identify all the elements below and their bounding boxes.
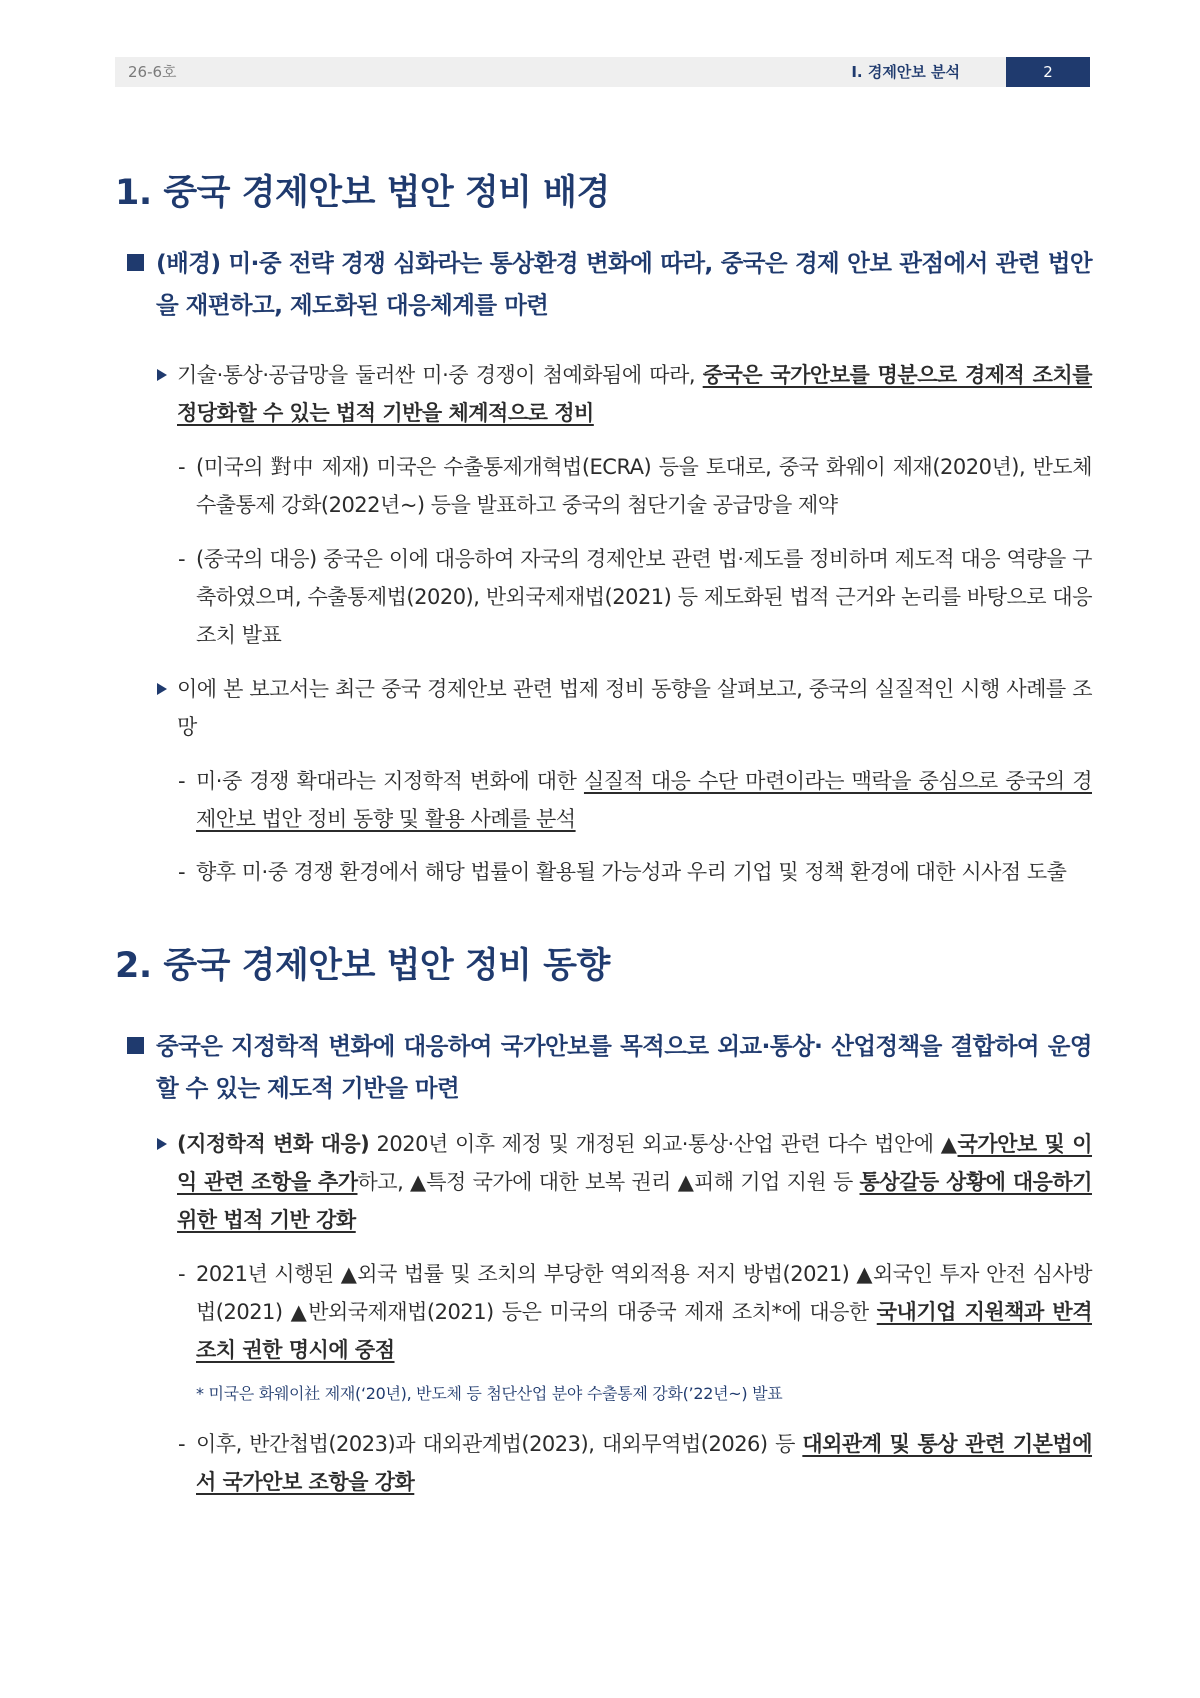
dash-marker: -	[178, 547, 186, 571]
bullet-text: 중국은 지정학적 변화에 대응하여 국가안보를 목적으로 외교·통상· 산업정책을 결합하여 운영할 수 있는 제도적 기반을 마련	[156, 1032, 1092, 1102]
triangle-bullet-icon	[157, 683, 167, 695]
arrow-highlight-2: 통상갈등 상황에 대응하기 위한 법적 기반 강화	[177, 1170, 1092, 1232]
dash-marker: -	[178, 1432, 186, 1456]
arrow-text: 기술·통상·공급망을 둘러싼 미·중 경쟁이 첨예화됨에 따라,	[177, 363, 703, 387]
dash-highlight: 대외관계 및 통상 관련 기본법에서 국가안보 조항을 강화	[196, 1432, 1092, 1494]
section-2-title: 2. 중국 경제안보 법안 정비 동향	[115, 946, 610, 986]
dash-marker: -	[178, 860, 186, 884]
square-bullet-icon	[127, 254, 144, 271]
arrow-text: 이에 본 보고서는 최근 중국 경제안보 관련 법제 정비 동향을 살펴보고, 중국의 실질적인 시행 사례를 조망	[177, 677, 1092, 739]
page-number: 2	[1006, 57, 1090, 87]
dash-marker: -	[178, 455, 186, 479]
arrow-text-1: 2020년 이후 제정 및 개정된 외교·통상·산업 관련 다수 법안에 ▲	[369, 1132, 958, 1156]
section-1-bullet	[127, 242, 1092, 326]
issue-number: 26-6호	[128, 63, 177, 81]
triangle-bullet-icon	[157, 369, 167, 381]
triangle-bullet-icon	[157, 1138, 167, 1150]
dash-text: 2021년 시행된 ▲외국 법률 및 조치의 부당한 역외적용 저지 방법(2021) ▲외국인 투자 안전 심사방법(2021) ▲반외국제재법(2021) 등은 미국의 대중국 제재 조치*에 대응한	[196, 1262, 1092, 1324]
arrow-lead: (지정학적 변화 대응)	[177, 1132, 370, 1156]
section-1-arrow-item-2	[157, 670, 1092, 746]
square-bullet-icon	[127, 1037, 144, 1054]
page-header	[115, 57, 1090, 87]
dash-text: (중국의 대응) 중국은 이에 대응하여 자국의 경제안보 관련 법·제도를 정비하며 제도적 대응 역량을 구축하였으며, 수출통제법(2020), 반외국제재법(2021) 등 제도화된 법적 근거와 논리를 바탕으로 대응 조치 발표	[196, 547, 1092, 647]
dash-text: (미국의 對中 제재) 미국은 수출통제개혁법(ECRA) 등을 토대로, 중국 화웨이 제재(2020년), 반도체 수출통제 강화(2022년~) 등을 발표하고 중국의 첨단기술 공급망을 제약	[196, 455, 1092, 517]
section-label: Ⅰ. 경제안보 분석	[851, 63, 960, 81]
dash-marker: -	[178, 1262, 186, 1286]
section-1-dash-item-2	[178, 540, 1092, 654]
dash-marker: -	[178, 769, 186, 793]
section-1-dash-item-3	[178, 762, 1092, 838]
section-1-dash-item-4	[178, 853, 1092, 891]
footnote: * 미국은 화웨이社 제재(‘20년), 반도체 등 첨단산업 분야 수출통제 강화(’22년~) 발표	[196, 1384, 783, 1403]
arrow-highlight: 중국은 국가안보를 명분으로 경제적 조치를 정당화할 수 있는 법적 기반을 체계적으로 정비	[177, 363, 1092, 425]
dash-highlight: 실질적 대응 수단 마련이라는 맥락을 중심으로 중국의 경제안보 법안 정비 동향 및 활용 사례를 분석	[196, 769, 1092, 831]
dash-text: 미·중 경쟁 확대라는 지정학적 변화에 대한	[196, 769, 584, 793]
section-2-dash-item-1	[178, 1255, 1092, 1369]
section-2-bullet	[127, 1025, 1092, 1109]
bullet-text: (배경) 미·중 전략 경쟁 심화라는 통상환경 변화에 따라, 중국은 경제 안보 관점에서 관련 법안을 재편하고, 제도화된 대응체계를 마련	[156, 249, 1092, 319]
section-1-arrow-item-1	[157, 356, 1092, 432]
dash-text: 향후 미·중 경쟁 환경에서 해당 법률이 활용될 가능성과 우리 기업 및 정책 환경에 대한 시사점 도출	[196, 860, 1067, 884]
arrow-text-2: 하고, ▲특정 국가에 대한 보복 권리 ▲피해 기업 지원 등	[357, 1170, 860, 1194]
section-2-dash-item-2	[178, 1425, 1092, 1501]
section-1-dash-item-1	[178, 448, 1092, 524]
dash-text: 이후, 반간첩법(2023)과 대외관계법(2023), 대외무역법(2026) 등	[196, 1432, 803, 1456]
section-1-title: 1. 중국 경제안보 법안 정비 배경	[115, 173, 610, 213]
section-2-arrow-item-1	[157, 1125, 1092, 1239]
arrow-highlight-1: 국가안보 및 이익 관련 조항을 추가	[177, 1132, 1092, 1194]
dash-highlight: 국내기업 지원책과 반격 조치 권한 명시에 중점	[196, 1300, 1092, 1362]
